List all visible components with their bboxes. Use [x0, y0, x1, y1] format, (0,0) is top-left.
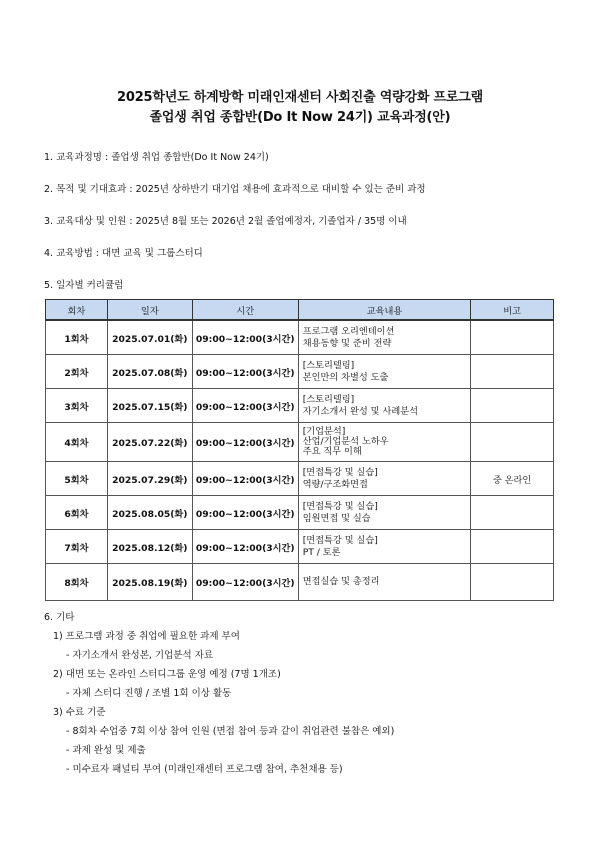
cell-content: [298, 423, 471, 462]
content-line: 임원면접 및 실습: [302, 512, 371, 524]
cell-session: 6회차: [46, 496, 108, 530]
content-line: 면접실습 및 총정리: [302, 576, 380, 588]
cell-content: [298, 496, 471, 530]
cell-session: 3회차: [46, 389, 108, 423]
header-note: 비고: [471, 300, 554, 321]
cell-date: 2025.07.22(화): [107, 423, 192, 462]
document-title: 2025학년도 하계방학 미래인재센터 사회진출 역량강화 프로그램: [117, 90, 483, 105]
header-content: 교육내용: [298, 300, 471, 321]
content-line: [면접특강 및 실습]: [302, 501, 378, 512]
cell-content: [298, 355, 471, 389]
cell-note: [471, 423, 554, 462]
table-row: [46, 462, 554, 496]
cell-time: 09:00~12:00(3시간): [192, 564, 298, 601]
cell-note: [471, 355, 554, 389]
header-session: 회차: [46, 300, 108, 321]
cell-note: [471, 530, 554, 564]
cell-session: 4회차: [46, 423, 108, 462]
item-target: 3. 교육대상 및 인원 : 2025년 8월 또는 2026년 2월 졸업예정자, 기졸업자 / 35명 이내: [44, 216, 407, 227]
content-line: 주요 직무 이해: [302, 446, 362, 457]
content-line: PT / 토론: [302, 546, 341, 558]
etc-line: 1) 프로그램 과정 중 취업에 필요한 과제 부여: [53, 631, 240, 642]
cell-note: 중 온라인: [471, 462, 554, 496]
cell-note: [471, 320, 554, 355]
item-method: 4. 교육방법 : 대면 교육 및 그룹스터디: [44, 248, 203, 259]
cell-note: [471, 389, 554, 423]
cell-time: 09:00~12:00(3시간): [192, 496, 298, 530]
content-line: 프로그램 오리엔테이션: [302, 326, 395, 337]
etc-line: - 8회차 수업중 7회 이상 참여 인원 (면접 참여 등과 같이 취업관련 불참은 예외): [66, 726, 395, 737]
content-line: 본인만의 차별성 도출: [302, 371, 389, 383]
content-line: 자기소개서 완성 및 사례분석: [302, 405, 418, 417]
cell-time: 09:00~12:00(3시간): [192, 423, 298, 462]
table-row: [46, 496, 554, 530]
cell-content: [298, 462, 471, 496]
cell-session: 8회차: [46, 564, 108, 601]
item-course-name: 1. 교육과정명 : 졸업생 취업 종합반(Do It Now 24기): [44, 152, 269, 163]
cell-session: 7회차: [46, 530, 108, 564]
content-line: 역량/구조화면접: [302, 478, 368, 490]
cell-note: [471, 496, 554, 530]
table-row: [46, 530, 554, 564]
cell-time: 09:00~12:00(3시간): [192, 462, 298, 496]
cell-date: 2025.08.12(화): [107, 530, 192, 564]
etc-line: - 미수료자 패널티 부여 (미래인재센터 프로그램 참여, 추천채용 등): [66, 764, 343, 775]
item-curriculum-heading: 5. 일자별 커리큘럼: [44, 280, 124, 291]
cell-note: [471, 564, 554, 601]
cell-content: [298, 530, 471, 564]
etc-line: - 자체 스터디 진행 / 조별 1회 이상 활동: [66, 688, 232, 699]
cell-content: [298, 564, 471, 601]
cell-session: 1회차: [46, 320, 108, 355]
table-row: [46, 564, 554, 601]
table-row: [46, 320, 554, 355]
curriculum-table: [45, 299, 554, 601]
cell-time: 09:00~12:00(3시간): [192, 530, 298, 564]
table-row: [46, 355, 554, 389]
cell-date: 2025.07.08(화): [107, 355, 192, 389]
cell-date: 2025.07.15(화): [107, 389, 192, 423]
etc-line: - 과제 완성 및 제출: [66, 745, 146, 756]
content-line: [면접특강 및 실습]: [302, 535, 378, 546]
content-line: [스토리텔링]: [302, 360, 355, 371]
etc-line: 3) 수료 기준: [53, 707, 106, 718]
item-purpose: 2. 목적 및 기대효과 : 2025년 상하반기 대기업 채용에 효과적으로 대비할 수 있는 준비 과정: [44, 184, 426, 195]
cell-content: [298, 320, 471, 355]
document-subtitle: 졸업생 취업 종합반(Do It Now 24기) 교육과정(안): [149, 110, 451, 125]
content-line: [스토리텔링]: [302, 394, 355, 405]
content-line: [기업분석]: [302, 426, 346, 437]
cell-time: 09:00~12:00(3시간): [192, 320, 298, 355]
header-time: 시간: [192, 300, 298, 321]
etc-line: - 자기소개서 완성본, 기업분석 자료: [66, 650, 214, 661]
table-row: [46, 389, 554, 423]
content-line: [면접특강 및 실습]: [302, 467, 378, 478]
table-header-row: [46, 300, 554, 321]
etc-line: 2) 대면 또는 온라인 스터디그룹 운영 예정 (7명 1개조): [53, 669, 281, 680]
cell-date: 2025.07.01(화): [107, 320, 192, 355]
cell-time: 09:00~12:00(3시간): [192, 389, 298, 423]
cell-date: 2025.08.05(화): [107, 496, 192, 530]
cell-date: 2025.08.19(화): [107, 564, 192, 601]
content-line: 산업/기업분석 노하우: [302, 436, 389, 447]
content-line: 채용동향 및 준비 전략: [302, 337, 392, 349]
cell-session: 2회차: [46, 355, 108, 389]
etc-heading: 6. 기타: [44, 612, 75, 623]
cell-content: [298, 389, 471, 423]
header-date: 일자: [107, 300, 192, 321]
cell-time: 09:00~12:00(3시간): [192, 355, 298, 389]
cell-session: 5회차: [46, 462, 108, 496]
table-row: [46, 423, 554, 462]
cell-date: 2025.07.29(화): [107, 462, 192, 496]
